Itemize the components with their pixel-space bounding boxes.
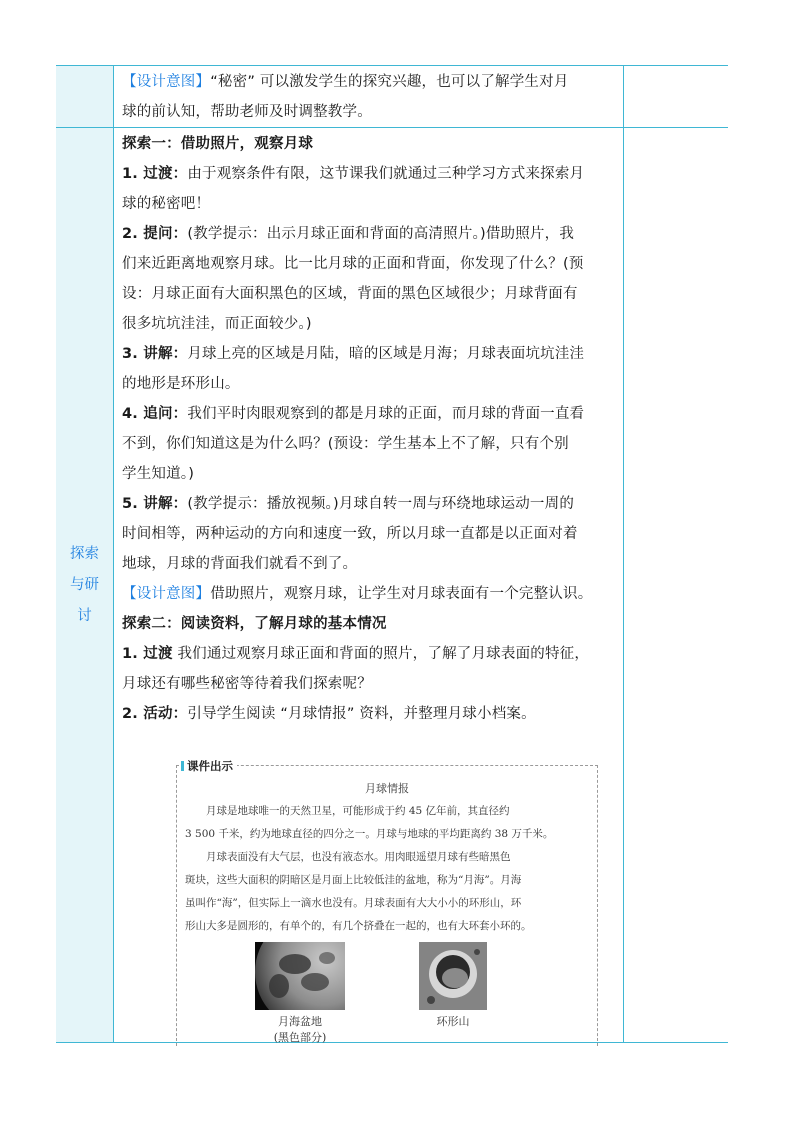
mare-dark-region: [301, 973, 329, 991]
explore-content-cell: [122, 129, 620, 729]
explore-1-title: 探索一：借助照片，观察月球: [122, 136, 314, 152]
design-intent-2: 【设计意图】借助照片，观察月球，让学生对月球表面有一个完整认识。: [122, 586, 593, 602]
explore-1-item-4-cont: 不到，你们知道这是为什么吗？(预设：学生基本上不了解，只有个别: [122, 436, 569, 452]
mare-dark-region: [269, 974, 289, 998]
explore-2-title: 探索二：阅读资料，了解月球的基本情况: [122, 616, 387, 632]
section-label-explore: 探索 与研 讨: [70, 546, 99, 624]
design-intent-line-1: 【设计意图】“秘密” 可以激发学生的探究兴趣，也可以了解学生对月: [122, 74, 569, 90]
explore-1-item-1-cont: 球的秘密吧！: [122, 196, 211, 212]
explore-1-item-2: 2. 提问：(教学提示：出示月球正面和背面的高清照片。)借助照片，我: [122, 226, 575, 242]
explore-1-item-5-cont: 地球，月球的背面我们就看不到了。: [122, 556, 358, 572]
moon-disc: [255, 942, 345, 1010]
mare-caption: 月海盆地 (黑色部分): [273, 1015, 327, 1044]
courseware-tag: 课件出示: [183, 758, 237, 774]
row-divider: [56, 127, 728, 128]
design-intent-cell: [122, 67, 620, 127]
courseware-paragraph-2-cont: 虽叫作“海”，但实际上一滴水也没有。月球表面有大大小小的环形山，环: [185, 897, 522, 909]
explore-1-item-3: 3. 讲解：月球上亮的区域是月陆，暗的区域是月海；月球表面坑坑洼洼: [122, 346, 585, 362]
crater-photo: [419, 942, 487, 1010]
crater-floor: [442, 968, 468, 988]
courseware-paragraph-1: 月球是地球唯一的天然卫星，可能形成于约 45 亿年前，其直径约: [206, 805, 510, 817]
design-intent-tag: 【设计意图】: [122, 586, 211, 602]
column-divider-right: [623, 65, 624, 1043]
explore-1-item-2-cont: 设：月球正面有大面积黑色的区域，背面的黑色区域很少；月球背面有: [122, 286, 578, 302]
courseware-paragraph-2-cont: 斑块，这些大面积的阴暗区是月面上比较低洼的盆地，称为“月海”。月海: [185, 874, 522, 886]
explore-1-item-5-cont: 时间相等，两种运动的方向和速度一致，所以月球一直都是以正面对着: [122, 526, 578, 542]
courseware-title: 月球情报: [365, 782, 409, 795]
design-intent-line-2: 球的前认知，帮助老师及时调整教学。: [122, 104, 372, 120]
explore-1-item-5: 5. 讲解：(教学提示：播放视频。)月球自转一周与环绕地球运动一周的: [122, 496, 575, 512]
explore-1-item-1: 1. 过渡：由于观察条件有限，这节课我们就通过三种学习方式来探索月: [122, 166, 585, 182]
explore-1-item-4-cont: 学生知道。): [122, 466, 195, 482]
explore-2-item-1: 1. 过渡 我们通过观察月球正面和背面的照片，了解了月球表面的特征，: [122, 646, 590, 662]
courseware-paragraph-2-cont: 形山大多是圆形的，有单个的，有几个挤叠在一起的，也有大环套小环的。: [185, 920, 532, 932]
explore-2-item-2: 2. 活动：引导学生阅读 “月球情报” 资料，并整理月球小档案。: [122, 706, 536, 722]
explore-1-item-3-cont: 的地形是环形山。: [122, 376, 240, 392]
column-divider-left: [113, 65, 114, 1043]
small-crater: [474, 949, 480, 955]
mare-dark-region: [319, 952, 335, 964]
crater-caption: 环形山: [436, 1015, 470, 1028]
mare-dark-region: [279, 954, 311, 974]
courseware-paragraph-1-cont: 3 500 千米，约为地球直径的四分之一。月球与地球的平均距离约 38 万千米。: [185, 828, 554, 840]
courseware-text: [185, 800, 589, 938]
table-top-border: [56, 65, 728, 66]
courseware-box: [176, 759, 598, 1046]
explore-1-item-4: 4. 追问：我们平时肉眼观察到的都是月球的正面，而月球的背面一直看: [122, 406, 585, 422]
small-crater: [427, 996, 435, 1004]
explore-2-item-1-cont: 月球还有哪些秘密等待着我们探索呢？: [122, 676, 372, 692]
explore-1-item-2-cont: 很多坑坑洼洼，而正面较少。): [122, 316, 312, 332]
courseware-paragraph-2: 月球表面没有大气层，也没有液态水。用肉眼遥望月球有些暗黑色: [206, 851, 511, 863]
explore-1-item-2-cont: 们来近距离地观察月球。比一比月球的正面和背面，你发现了什么？(预: [122, 256, 584, 272]
lesson-plan-table: [56, 65, 728, 1043]
moon-mare-photo: [255, 942, 345, 1010]
design-intent-tag: 【设计意图】: [122, 74, 211, 90]
